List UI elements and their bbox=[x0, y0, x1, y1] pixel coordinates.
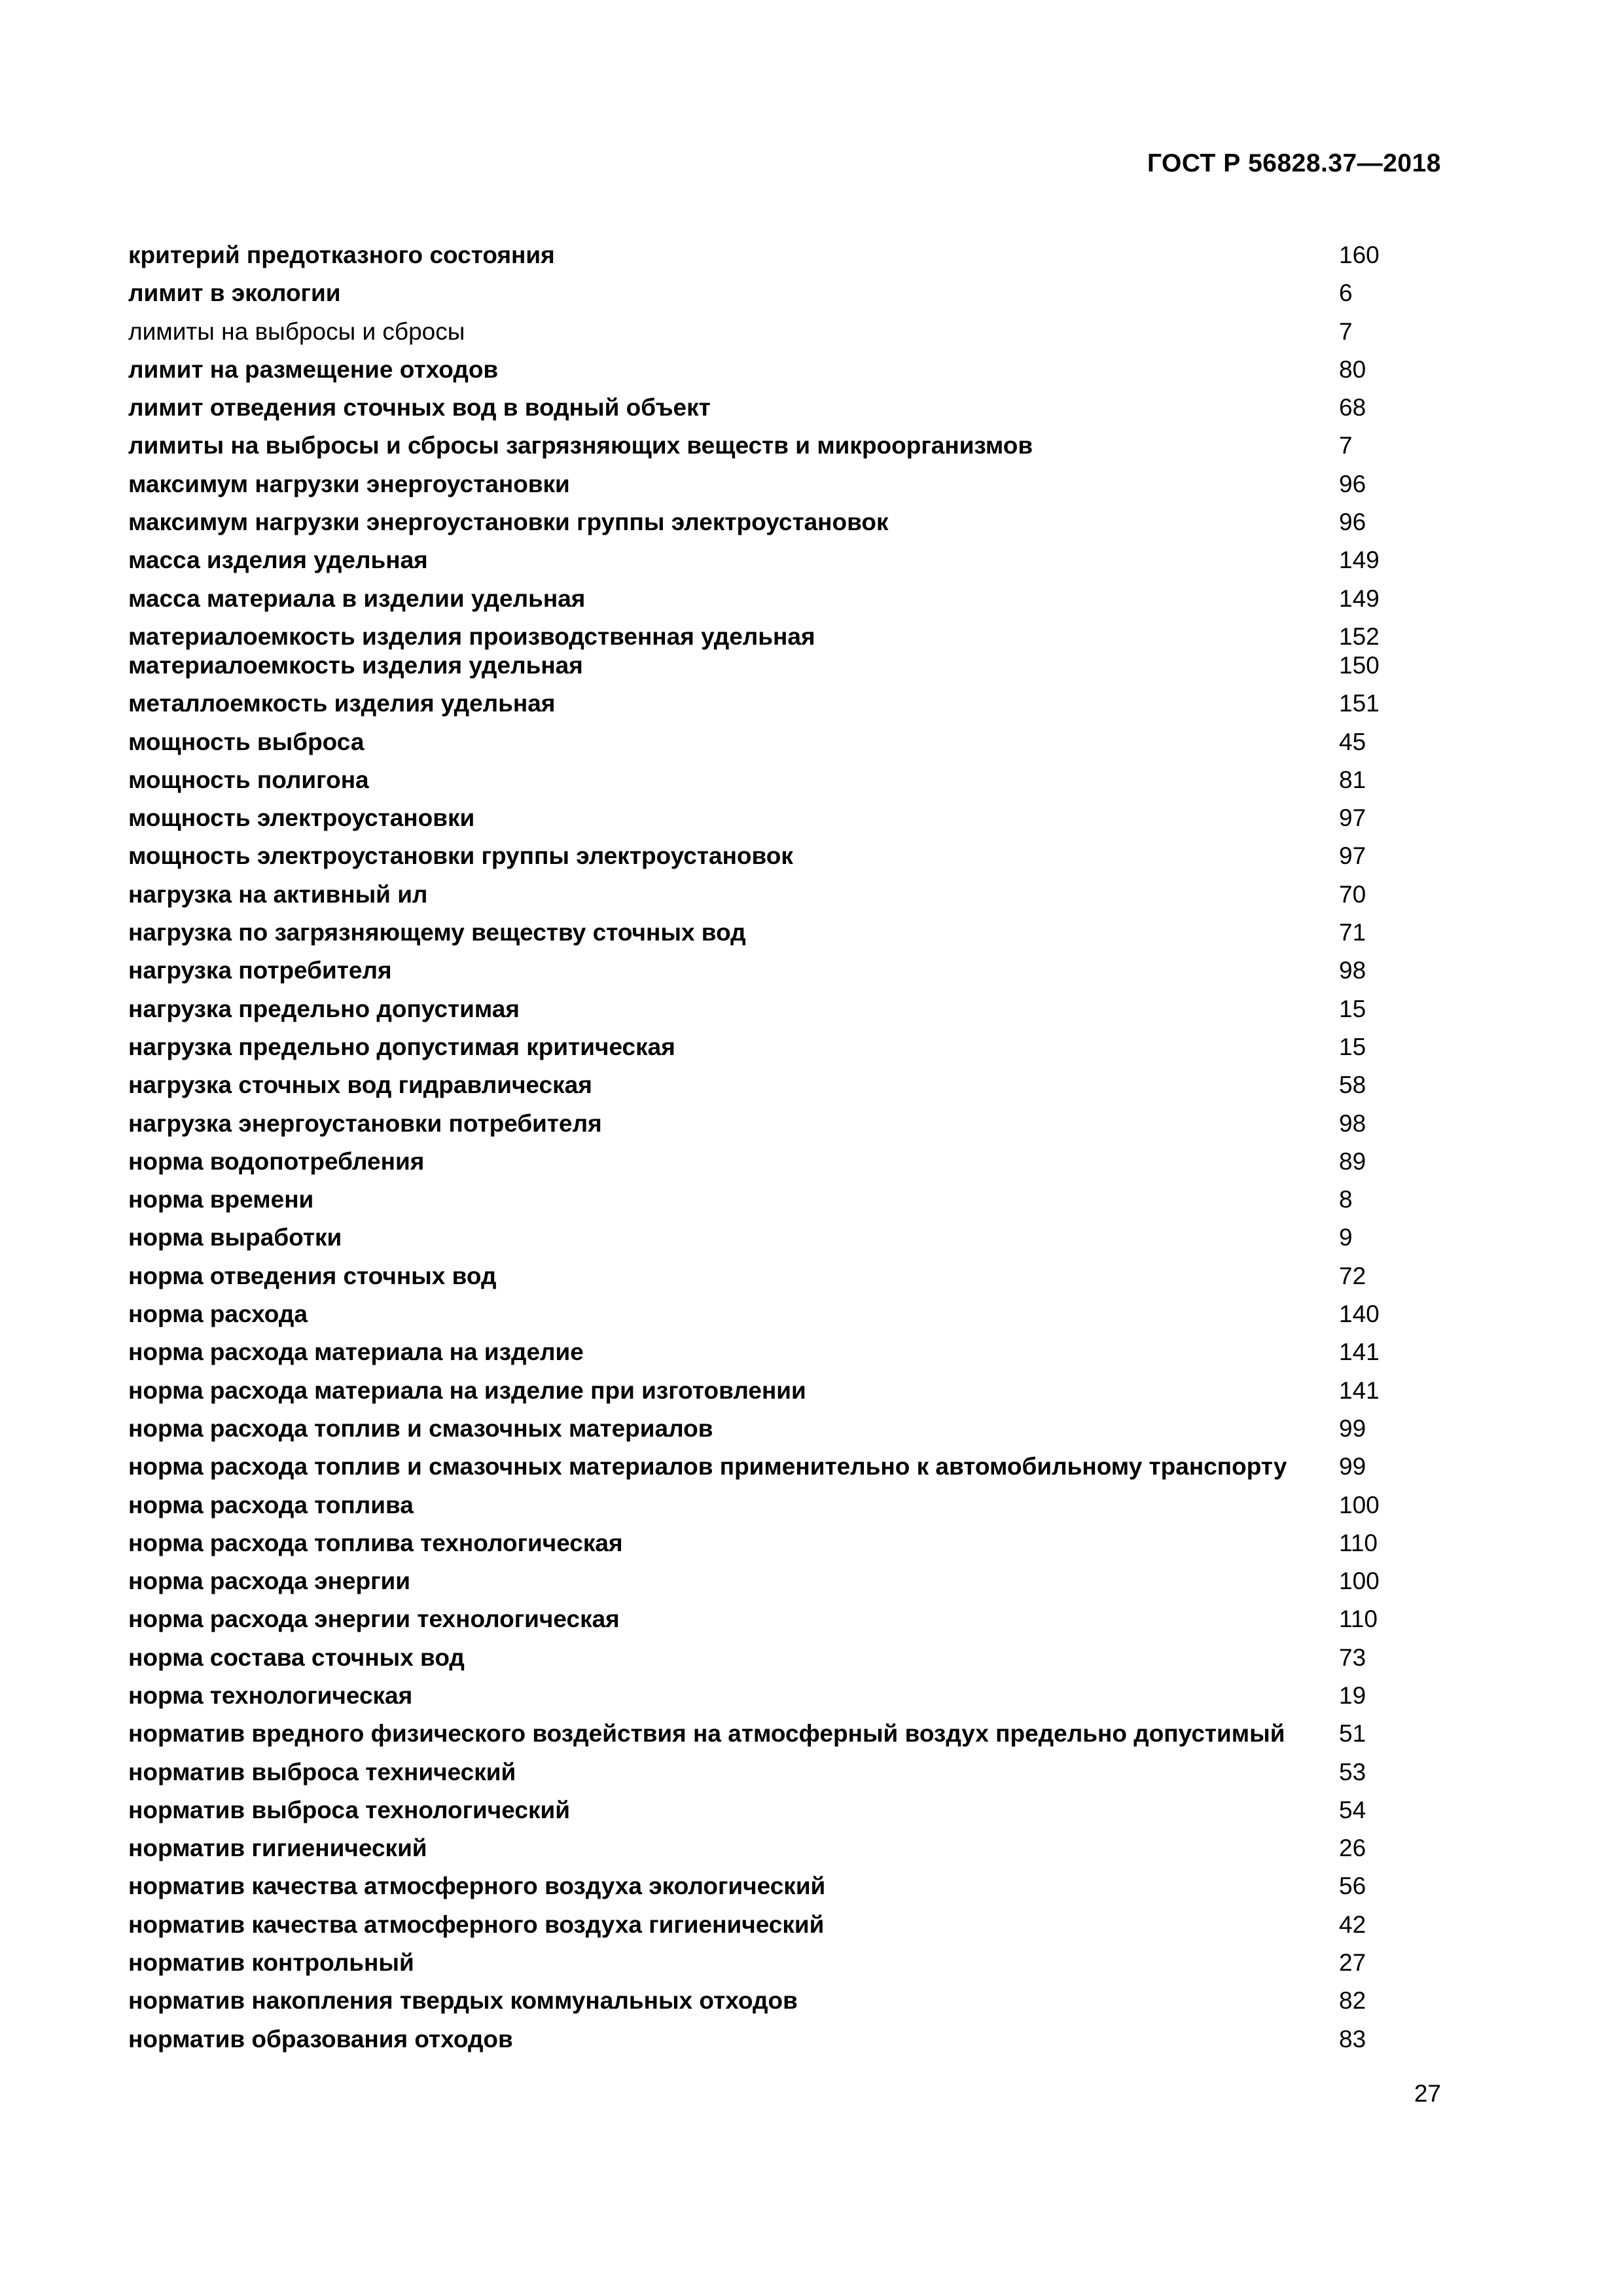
index-page-ref: 98 bbox=[1339, 1109, 1366, 1137]
index-term: норматив выброса технологический bbox=[128, 1796, 570, 1823]
index-entry bbox=[128, 1677, 1444, 1715]
index-entry bbox=[128, 1143, 1444, 1181]
index-term: лимиты на выбросы и сбросы загрязняющих веществ и микроорганизмов bbox=[128, 432, 1033, 459]
index-entry bbox=[128, 952, 1444, 990]
index-page-ref: 68 bbox=[1339, 394, 1366, 422]
index-term: норма расхода топлив и смазочных материалов bbox=[128, 1414, 713, 1442]
index-page-ref: 99 bbox=[1339, 1453, 1366, 1480]
index-entry bbox=[128, 427, 1444, 465]
index-entry bbox=[128, 1600, 1444, 1638]
index-page-ref: 80 bbox=[1339, 355, 1366, 383]
index-page-ref: 100 bbox=[1339, 1491, 1380, 1518]
index-term: норма расхода топлив и смазочных материалов применительно к автомобильному транспорту bbox=[128, 1453, 1287, 1480]
index-page-ref: 100 bbox=[1339, 1568, 1380, 1595]
index-term: норма расхода энергии технологическая bbox=[128, 1605, 620, 1633]
index-page-ref: 7 bbox=[1339, 432, 1353, 459]
index-page-ref: 98 bbox=[1339, 957, 1366, 984]
index-page-ref: 97 bbox=[1339, 804, 1366, 832]
index-page-ref: 160 bbox=[1339, 242, 1380, 268]
index-page-ref: 26 bbox=[1339, 1835, 1366, 1862]
index-term: масса материала в изделии удельная bbox=[128, 584, 586, 612]
index-term: мощность электроустановки группы электроустановок bbox=[128, 842, 793, 870]
index-page-ref: 149 bbox=[1339, 547, 1380, 574]
index-entry bbox=[128, 1867, 1444, 1905]
index-entry bbox=[128, 2020, 1444, 2058]
index-page-ref: 110 bbox=[1339, 1605, 1378, 1633]
index-term: нагрузка на активный ил bbox=[128, 880, 428, 908]
index-term: нагрузка предельно допустимая bbox=[128, 995, 520, 1022]
index-term: норма отведения сточных вод bbox=[128, 1262, 497, 1289]
index-page-ref: 150 bbox=[1339, 651, 1380, 679]
index-term: нагрузка сточных вод гидравлическая bbox=[128, 1071, 592, 1099]
index-term: норма расхода топлива bbox=[128, 1491, 414, 1518]
index-term: норма расхода материала на изделие при изготовлении bbox=[128, 1376, 806, 1404]
index-page-ref: 82 bbox=[1339, 1987, 1366, 2015]
index-term: норма расхода материала на изделие bbox=[128, 1338, 584, 1366]
index-entry bbox=[128, 1105, 1444, 1143]
index-page-ref: 27 bbox=[1339, 1949, 1366, 1977]
index-page-ref: 151 bbox=[1339, 690, 1380, 717]
index-term: нагрузка потребителя bbox=[128, 957, 392, 984]
index-page-ref: 97 bbox=[1339, 842, 1366, 870]
index-entry bbox=[128, 1028, 1444, 1066]
index-entry bbox=[128, 1410, 1444, 1448]
index-entry bbox=[128, 580, 1444, 618]
index-term: норма состава сточных вод bbox=[128, 1643, 465, 1671]
index-page-ref: 81 bbox=[1339, 766, 1366, 793]
index-entry bbox=[128, 1944, 1444, 1982]
index-page-ref: 96 bbox=[1339, 509, 1366, 536]
index-entry bbox=[128, 761, 1444, 799]
index-page-ref: 58 bbox=[1339, 1071, 1366, 1099]
index-page-ref: 6 bbox=[1339, 279, 1353, 307]
index-entry bbox=[128, 837, 1444, 875]
index-term: норма водопотребления bbox=[128, 1147, 425, 1175]
index-entry bbox=[128, 1791, 1444, 1829]
index-entry bbox=[128, 1639, 1444, 1677]
index-term: норма выработки bbox=[128, 1224, 342, 1251]
index-entry bbox=[128, 1257, 1444, 1295]
index-term: норматив качества атмосферного воздуха гигиенический bbox=[128, 1910, 825, 1938]
index-term: лимит на размещение отходов bbox=[128, 355, 499, 383]
index-entry bbox=[128, 1829, 1444, 1867]
index-term: норма времени bbox=[128, 1186, 314, 1213]
index-page-ref: 9 bbox=[1339, 1224, 1353, 1251]
index-term: норматив образования отходов bbox=[128, 2025, 513, 2053]
index-page-ref: 83 bbox=[1339, 2025, 1366, 2053]
index-page-ref: 72 bbox=[1339, 1262, 1366, 1289]
index-term: материалоемкость изделия производственная удельная bbox=[128, 622, 815, 650]
index-page-ref: 152 bbox=[1339, 622, 1380, 650]
index-entry bbox=[128, 685, 1444, 723]
index-term: критерий предотказного состояния bbox=[128, 242, 555, 268]
index-term: масса изделия удельная bbox=[128, 547, 428, 574]
index-term: норматив выброса технический bbox=[128, 1758, 516, 1785]
index-page-ref: 15 bbox=[1339, 995, 1366, 1022]
index-page-ref: 110 bbox=[1339, 1529, 1378, 1556]
index-page-ref: 99 bbox=[1339, 1414, 1366, 1442]
index-term: мощность полигона bbox=[128, 766, 369, 793]
index-entry bbox=[128, 723, 1444, 761]
alphabetical-index bbox=[128, 236, 1444, 2058]
index-entry bbox=[128, 1181, 1444, 1219]
index-term: лимиты на выбросы и сбросы bbox=[128, 317, 465, 345]
index-entry bbox=[128, 1906, 1444, 1944]
index-page-ref: 89 bbox=[1339, 1147, 1366, 1175]
index-term: норма расхода топлива технологическая bbox=[128, 1529, 623, 1556]
index-page-ref: 73 bbox=[1339, 1643, 1366, 1671]
index-term: норматив вредного физического воздействия на атмосферный воздух предельно допустимый bbox=[128, 1720, 1285, 1748]
index-entry bbox=[128, 1982, 1444, 2020]
index-entry bbox=[128, 236, 1444, 274]
index-entry bbox=[128, 799, 1444, 837]
index-entry bbox=[128, 1715, 1444, 1753]
index-term: норматив контрольный bbox=[128, 1949, 414, 1977]
index-page-ref: 149 bbox=[1339, 584, 1380, 612]
standard-code-header: ГОСТ Р 56828.37—2018 bbox=[1147, 149, 1441, 177]
index-entry bbox=[128, 1524, 1444, 1562]
index-entry bbox=[128, 465, 1444, 503]
index-entry bbox=[128, 1753, 1444, 1791]
index-page-ref: 96 bbox=[1339, 470, 1366, 497]
index-page-ref: 8 bbox=[1339, 1186, 1353, 1213]
index-entry bbox=[128, 1219, 1444, 1257]
index-term: материалоемкость изделия удельная bbox=[128, 651, 583, 679]
index-page-ref: 42 bbox=[1339, 1910, 1366, 1938]
index-entry bbox=[128, 1562, 1444, 1600]
index-term: норма расхода энергии bbox=[128, 1568, 411, 1595]
index-entry bbox=[128, 351, 1444, 389]
index-page-ref: 45 bbox=[1339, 728, 1366, 755]
index-entry bbox=[128, 1333, 1444, 1371]
index-page-ref: 51 bbox=[1339, 1720, 1366, 1748]
index-term: норма технологическая bbox=[128, 1681, 413, 1709]
index-entry bbox=[128, 876, 1444, 914]
index-entry bbox=[128, 1372, 1444, 1410]
index-page-ref: 53 bbox=[1339, 1758, 1366, 1785]
index-entry bbox=[128, 618, 1444, 650]
index-page-ref: 141 bbox=[1339, 1376, 1380, 1404]
index-page-ref: 19 bbox=[1339, 1681, 1366, 1709]
index-term: лимит в экологии bbox=[128, 279, 341, 307]
index-page-ref: 7 bbox=[1339, 317, 1353, 345]
index-term: максимум нагрузки энергоустановки bbox=[128, 470, 570, 497]
index-page-ref: 70 bbox=[1339, 880, 1366, 908]
index-entry bbox=[128, 990, 1444, 1028]
index-term: нагрузка предельно допустимая критическая bbox=[128, 1033, 675, 1060]
page-number: 27 bbox=[1414, 2080, 1441, 2107]
index-entry bbox=[128, 389, 1444, 427]
index-term: норматив накопления твердых коммунальных отходов bbox=[128, 1987, 798, 2015]
index-page-ref: 15 bbox=[1339, 1033, 1366, 1060]
index-entry bbox=[128, 274, 1444, 312]
index-entry bbox=[128, 1448, 1444, 1486]
index-term: норматив качества атмосферного воздуха экологический bbox=[128, 1873, 826, 1900]
index-entry bbox=[128, 914, 1444, 952]
index-entry bbox=[128, 541, 1444, 579]
index-page-ref: 141 bbox=[1339, 1338, 1380, 1366]
index-entry bbox=[128, 1486, 1444, 1524]
index-entry bbox=[128, 1066, 1444, 1104]
index-entry bbox=[128, 1295, 1444, 1333]
index-term: мощность выброса bbox=[128, 728, 365, 755]
index-term: мощность электроустановки bbox=[128, 804, 475, 832]
index-page-ref: 140 bbox=[1339, 1300, 1380, 1328]
index-term: нагрузка энергоустановки потребителя bbox=[128, 1109, 602, 1137]
index-term: норматив гигиенический bbox=[128, 1835, 427, 1862]
index-term: металлоемкость изделия удельная bbox=[128, 690, 556, 717]
index-term: нагрузка по загрязняющему веществу сточных вод bbox=[128, 919, 746, 946]
index-page-ref: 56 bbox=[1339, 1873, 1366, 1900]
index-page-ref: 71 bbox=[1339, 919, 1366, 946]
index-term: максимум нагрузки энергоустановки группы электроустановок bbox=[128, 509, 889, 536]
index-entry bbox=[128, 647, 1444, 685]
index-page-ref: 54 bbox=[1339, 1796, 1366, 1823]
index-term: лимит отведения сточных вод в водный объект bbox=[128, 394, 711, 422]
index-entry bbox=[128, 503, 1444, 541]
index-entry bbox=[128, 313, 1444, 351]
index-term: норма расхода bbox=[128, 1300, 308, 1328]
